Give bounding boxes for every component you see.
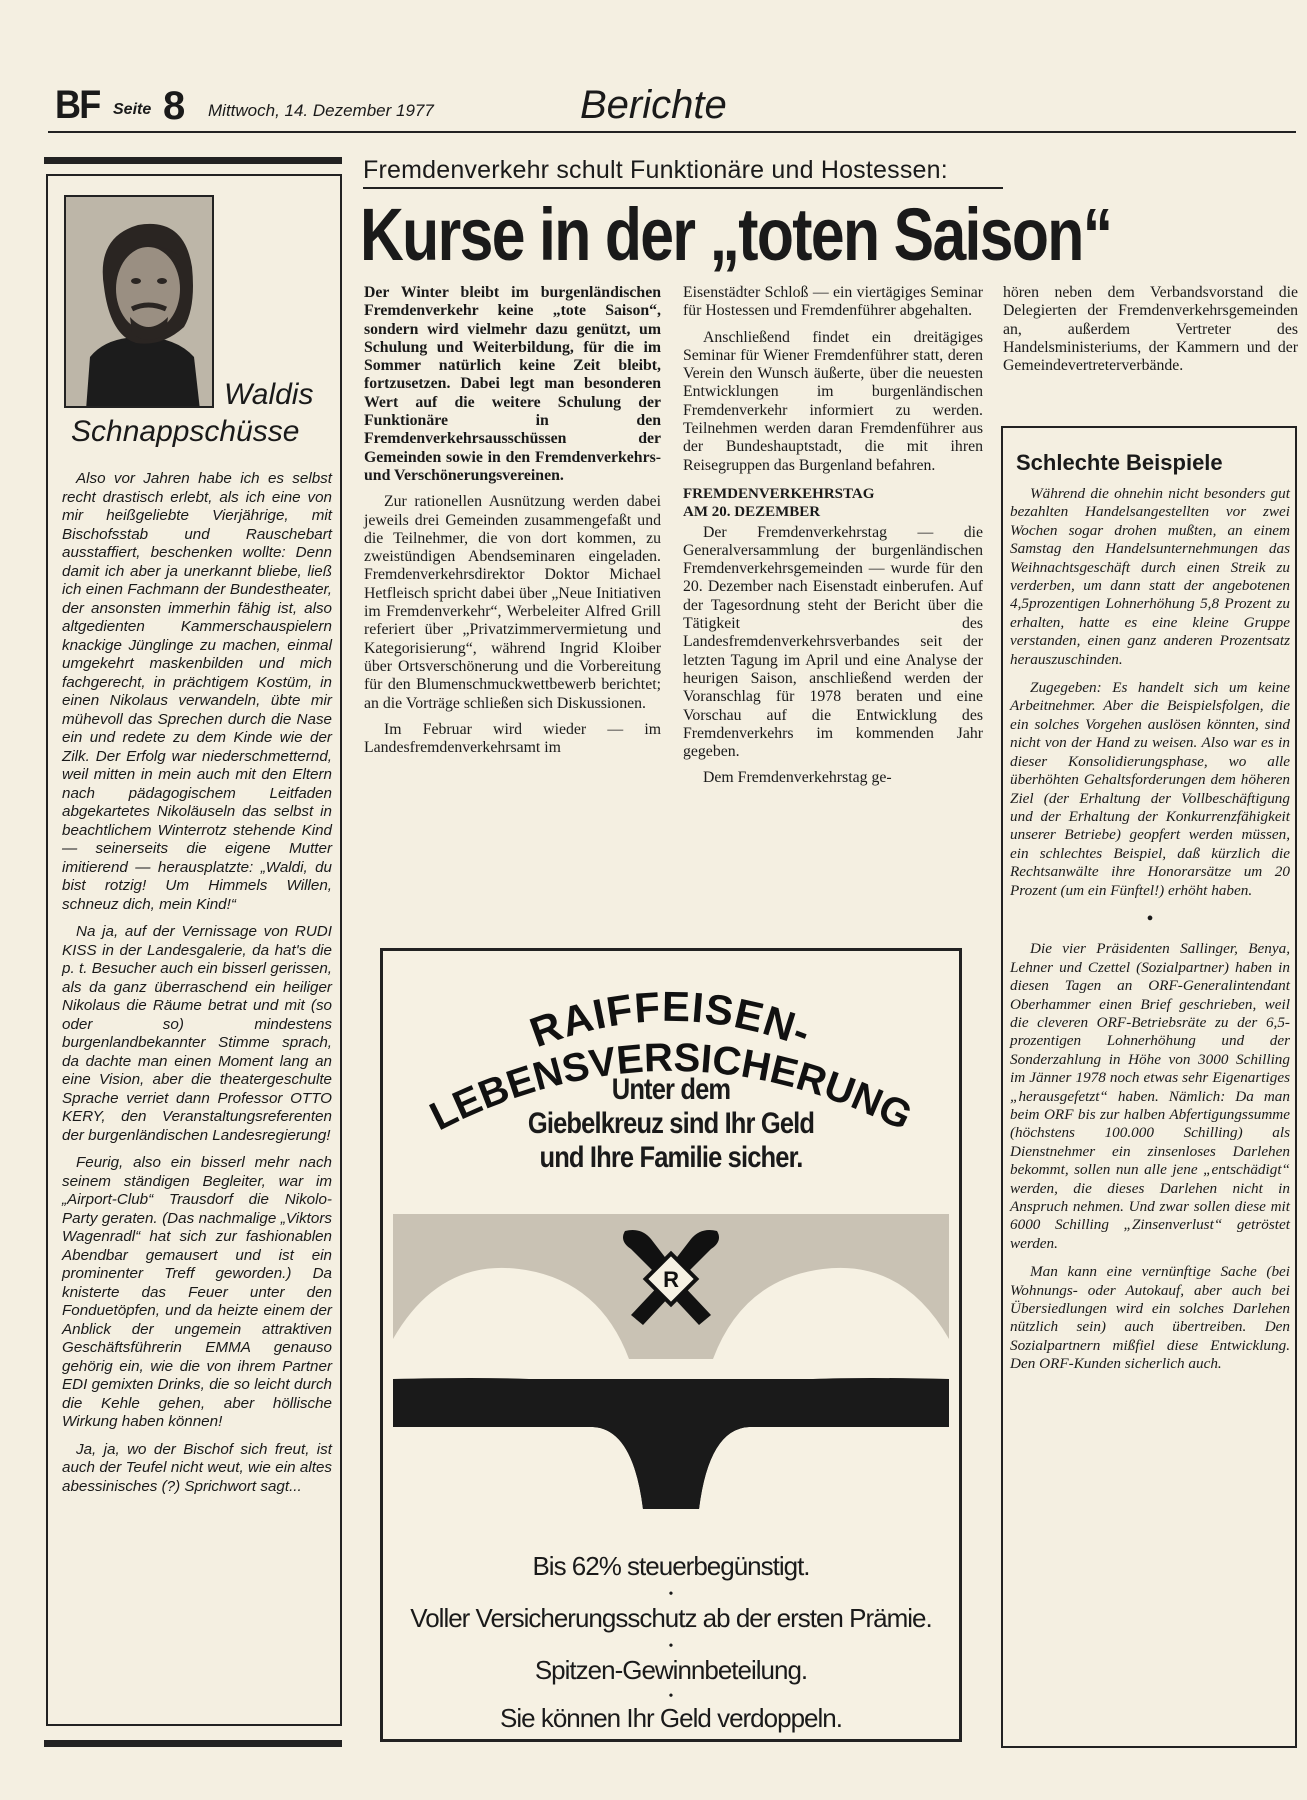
author-photo — [64, 195, 214, 408]
article-paragraph: Im Februar wird wieder — im Landesfremdenverkehrsamt im — [364, 720, 661, 757]
article-subhead — [683, 485, 983, 522]
article-paragraph: Anschließend findet ein dreitägiges Seminar für Wiener Fremdenführer statt, deren Verein den Wunsch äußerte, über die neuesten Entwicklungen im burgenländischen Fremdenverkehr informiert zu werden. Teilnehmen werden daran Fremdenführer aus der Bundeshauptstadt, die mit ihren Reisegruppen das Burgenland befahren. — [683, 328, 983, 474]
article-paragraph: Dem Fremdenverkehrstag ge- — [703, 769, 892, 787]
column-paragraph: Feurig, also ein bisserl mehr nach seinem ständigen Begleiter, war im „Airport-Club“ Trausdorf die Nikolo-Party geraten. (Das nachmalige „Viktors Wagenradl“ hat sich zur fashionablen Abendbar gemausert und ist ein prominenter Treff geworden.) Da knisterte das Feuer unter den Fonduetöpfen, und da heizte einem der Anblick der ungemein attraktiven Geschäftsführerin EMMA genauso gehörig ein, wie die von ihrem Partner EDI gemixten Drinks, die so leicht durch die Kehle gehen, aber höllische Wirkung haben können! — [62, 1154, 332, 1430]
ad-slogan-line1: Unter dem — [611, 1073, 731, 1106]
header-rule — [48, 131, 1296, 133]
article-subhead-line2: AM 20. DEZEMBER — [683, 504, 821, 521]
page-number: 8 — [163, 84, 186, 128]
kicker-rule — [363, 187, 1003, 189]
column-top-bar — [44, 157, 342, 164]
article-column-3 — [1003, 284, 1298, 383]
ad-benefit: Spitzen-Gewinnbeteilung. — [534, 1655, 808, 1685]
section-title: Berichte — [580, 83, 727, 127]
commentary-paragraph: Während die ohnehin nicht besonders gut bezahlten Handelsangestellten vor zwei Wochen sogar drohen mußten, an einem Samstag den Handelsunternehmungen das Weihnachtsgeschäft durch einen Streik zu verderben, um dann statt der angebotenen 4,5prozentigen Lohnerhöhung 5,8 Prozent zu erhalten, hatte es eine kleine Gruppe verstanden, einen ganz anderen Prozentsatz herauszuschinden. — [1010, 485, 1290, 668]
ad-benefit: Bis 62% steuerbegünstigt. — [532, 1551, 810, 1581]
article-headline: Kurse in der „toten Saison“ — [360, 193, 1112, 276]
commentary-paragraph: Man kann eine vernünftige Sache (bei Wohnungs- oder Autokauf, aber auch bei Übersiedlungen wird ein solches Darlehen nützlich sein) auch übertreiben. Den Sozialpartnern mißfiel diese Entwicklung. Den ORF-Kunden sicherlich auch. — [1010, 1263, 1290, 1373]
column-title-line2: Schnappschüsse — [71, 415, 300, 448]
column-title-line1: Waldis — [224, 378, 314, 411]
article-paragraph: hören neben dem Verbandsvorstand die Delegierten der Fremdenverkehrsgemeinden an, außerdem Vertreter des Handelsministeriums, der Kammern und der Gemeindevertreterverbände. — [1003, 284, 1298, 375]
article-column-1 — [364, 284, 661, 765]
ad-slogan-line2: Giebelkreuz sind Ihr Geld — [527, 1107, 815, 1140]
logo-letter: R — [663, 1267, 679, 1292]
ad-bullet: • — [668, 1587, 674, 1602]
ad-bullet: • — [668, 1639, 674, 1654]
ad-slogan-line3: und Ihre Familie sicher. — [539, 1141, 803, 1174]
ad-bullet: • — [668, 1689, 674, 1704]
ad-benefit: Sie können Ihr Geld verdoppeln. — [500, 1703, 842, 1733]
commentary-title: Schlechte Beispiele — [1016, 450, 1223, 475]
ad-graphic — [383, 1179, 959, 1524]
page-label: Seite — [113, 101, 152, 118]
commentary-paragraph: Die vier Präsidenten Sallinger, Benya, Lehner und Czettel (Sozialpartner) haben in diesen Tagen an ORF-Generalintendant Oberhammer einen Brief geschrieben, weil die cleveren ORF-Betriebsräte zu der 6,5-prozentigen Lohnerhöhung und der Sonderzahlung in Höhe von 3000 Schilling im Jänner 1978 noch etwas sehr Eigenartiges „herausgefetzt“ haben. Nämlich: Da man beim ORF bis zur halben Abfertigungssumme (höchstens 100.000 Schilling) als Dienstnehmer ein zinsenloses Darlehen bekommt, sollen nun alle jene „entschädigt“ werden, die dieses Darlehen nicht in Anspruch nehmen. Und zwar sollen diese mit 6000 Schilling „Zinsenverlust“ getröstet werden. — [1010, 940, 1290, 1252]
ad-title-line2: LEBENSVERSICHERUNG — [423, 1035, 919, 1140]
commentary-paragraph: Zugegeben: Es handelt sich um keine Arbeitnehmer. Aber die Beispielsfolgen, die ein solches Vorgehen auslösen könnten, sind nicht von der Hand zu weisen. Also war es in dieser Konsolidierungsphase, wo alle überhöhten Gehaltsforderungen dem höheren Ziel (der Erhaltung der Vollbeschäftigung und der Erhaltung der Konkurrenzfähigkeit unserer Betriebe) geopfert werden müssen, ein schlechtes Beispiel, daß kürzlich die Rechtsanwälte ihre Honorarsätze um 20 Prozent (um ein Fünftel!) erhöht haben. — [1010, 679, 1290, 899]
article-paragraph: Der Fremdenverkehrstag — die Generalversammlung der burgenländischen Fremdenverkehrsgemeinden — wurde für den 20. Dezember nach Eisenstadt einberufen. Auf der Tagesordnung steht der Bericht über die Tätigkeit des Landesfremdenverkehrsverbandes seit der letzten Tagung im April und eine Analyse der heurigen Saison, anschließend werden der Voranschlag für 1978 beraten und eine Vorschau auf die Entwicklung des Fremdenverkehrs im kommenden Jahr gegeben. — [683, 523, 983, 761]
commentary-body — [1010, 485, 1290, 1384]
issue-date: Mittwoch, 14. Dezember 1977 — [208, 101, 434, 120]
article-kicker: Fremdenverkehr schult Funktionäre und Hostessen: — [363, 156, 948, 184]
raiffeisen-advertisement — [380, 948, 962, 1742]
column-paragraph: Ja, ja, wo der Bischof sich freut, ist auch der Teufel nicht weut, wie ein altes abessinisches (?) Sprichwort sagt... — [62, 1440, 332, 1495]
bullet-separator: • — [1146, 907, 1154, 930]
article-lead: Der Winter bleibt im burgenländischen Fremdenverkehr keine „tote Saison“, sondern wird vielmehr dazu genützt, um Schulung und Weiterbildung, für die im Sommer natürlich keine Zeit bleibt, fortzusetzen. Dabei legt man besonderen Wert auf die weitere Schulung der Funktionäre in den Fremdenverkehrsausschüssen der Gemeinden sowie in den Fremdenverkehrs- und Verschönerungsvereinen. — [364, 284, 661, 484]
article-column-2 — [683, 284, 983, 796]
article-paragraph: Eisenstädter Schloß — ein viertägiges Seminar für Hostessen und Fremdenführer abgehalten. — [683, 284, 983, 320]
column-body — [62, 470, 332, 1505]
article-paragraph: Zur rationellen Ausnützung werden dabei jeweils drei Gemeinden zusammengefaßt und die Teilnehmer, die von dort kommen, zu zweistündigen Abendseminaren eingeladen. Fremdenverkehrsdirektor Doktor Michael Hetfleisch spricht dabei über „Neue Initiativen im Fremdenverkehr“, Werbeleiter Alfred Grill referiert über „Privatzimmervermietung und Kategorisierung“, während Ingrid Kloiber über Ortsverschönerung und die Vorbereitung für den Blumenschmuckwettbewerb berichtet; an die Vorträge schließen sich Diskussionen. — [364, 493, 661, 712]
column-bottom-bar — [44, 1740, 342, 1747]
article-subhead-line1: FREMDENVERKEHRSTAG — [683, 485, 875, 502]
ad-benefit: Voller Versicherungsschutz ab der ersten Prämie. — [410, 1603, 932, 1633]
column-paragraph: Also vor Jahren habe ich es selbst recht drastisch erlebt, als ich eine von mir heißgeliebte Vierjährige, mit Bischofsstab und Rauschebart ausstaffiert, beschenken wollte: Denn damit ich aber ja unerkannt bliebe, ließ ich einen Fachmann der Bundestheater, der ansonsten immerhin fähig ist, also altgedienten Kammerschauspielern knackige Jünglinge zu machen, einmal umgekehrt maskenbilden und mich fachgerecht, in prächtigem Kostüm, in einen Nikolaus verwandeln, übte mir mühevoll das Sprechen durch die Nase ein und redete zu dem Kinde wie der Zilk. Der Erfolg war niederschmetternd, weil mitten in mein auch mit den Eltern nach pädagogischem Leitfaden abgekartetes Nikoläuseln das selbst in beachtlichem Winterrotz stehende Kind — seinerseits die eigene Mutter imitierend — herausplatzte: „Waldi, du bist rotzig! Um Himmels Willen, schneuz dich, mein Kind!“ — [62, 470, 332, 913]
column-paragraph: Na ja, auf der Vernissage von RUDI KISS in der Landesgalerie, da hat's die p. t. Besucher auch ein bisserl gerissen, als da ganz überraschend ein heiliger Nikolaus die Räume betrat und mit (so oder so) mindestens burgenlandbekannter Stimme sprach, da dachte man einen Moment lang an eine Vision, aber die theatergeschulte Sprache verriet dann Professor OTTO KERY, den Veranstaltungsreferenten der burgenländischen Landesregierung! — [62, 923, 332, 1144]
newspaper-logo: BF — [55, 83, 100, 127]
ad-title-line1: RAIFFEISEN- — [523, 982, 818, 1057]
